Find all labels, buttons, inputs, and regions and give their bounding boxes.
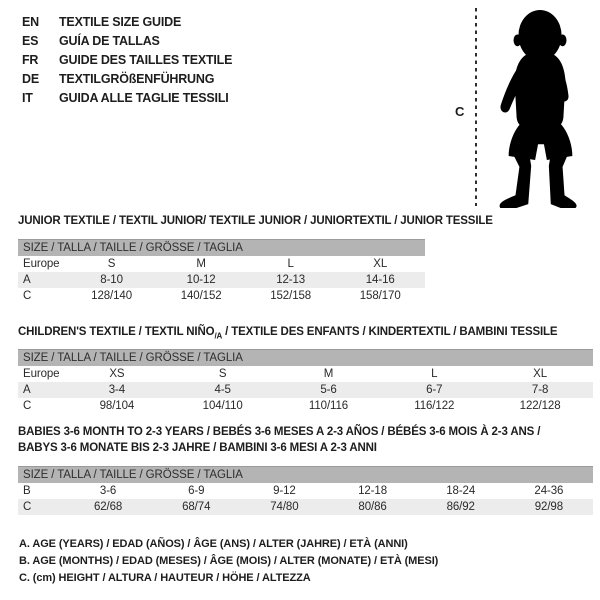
height-cell: 122/128 bbox=[519, 400, 561, 412]
height-cell: 74/80 bbox=[270, 501, 299, 513]
dotted-measure-line bbox=[475, 8, 477, 206]
row-label: B bbox=[23, 485, 31, 497]
babies-size-table bbox=[18, 466, 593, 515]
age-cell: 12-18 bbox=[358, 485, 387, 497]
language-row-es bbox=[22, 32, 232, 51]
height-cell: 110/116 bbox=[308, 400, 349, 412]
row-label: C bbox=[23, 400, 32, 412]
height-cell: 92/98 bbox=[534, 501, 564, 513]
legend-line-b: B. AGE (MONTHS) / EDAD (MESES) / ÂGE (MOIS) / ALTER (MONATE) / ETÀ (MESI) bbox=[19, 555, 439, 567]
height-measure-label: C bbox=[455, 104, 465, 119]
guide-title-de: TEXTILGRÖßENFÜHRUNG bbox=[59, 72, 215, 86]
table-row bbox=[18, 256, 425, 272]
row-label: C bbox=[23, 290, 32, 302]
age-cell: 12-13 bbox=[276, 274, 306, 286]
row-label: Europe bbox=[23, 368, 60, 380]
guide-title-es: GUÍA DE TALLAS bbox=[59, 34, 160, 48]
row-label: C bbox=[23, 501, 32, 513]
height-cell: 158/170 bbox=[359, 290, 401, 302]
age-cell: 6-9 bbox=[188, 485, 205, 497]
age-cell: 3-6 bbox=[99, 485, 117, 497]
junior-size-table bbox=[18, 239, 425, 304]
legend-line-c: C. (cm) HEIGHT / ALTURA / HAUTEUR / HÖHE / ALTEZZA bbox=[19, 572, 311, 584]
language-code: IT bbox=[22, 91, 33, 105]
age-cell: 6-7 bbox=[426, 384, 443, 396]
height-cell: 128/140 bbox=[91, 290, 133, 302]
row-label: A bbox=[23, 384, 31, 396]
size-header-band: SIZE / TALLA / TAILLE / GRÖSSE / TAGLIA bbox=[18, 466, 593, 483]
age-cell: 24-36 bbox=[534, 485, 564, 497]
language-title-list bbox=[22, 13, 232, 108]
height-cell: 86/92 bbox=[446, 501, 475, 513]
children-title-pre: CHILDREN'S TEXTILE / TEXTIL NIÑO bbox=[18, 326, 215, 338]
language-row-fr bbox=[22, 51, 232, 70]
size-cell: L bbox=[287, 258, 294, 270]
table-row bbox=[18, 366, 593, 382]
size-cell: S bbox=[218, 368, 227, 380]
size-cell: M bbox=[323, 368, 334, 380]
table-row bbox=[18, 288, 425, 304]
size-cell: XL bbox=[533, 368, 548, 380]
height-cell: 62/68 bbox=[93, 501, 123, 513]
age-cell: 4-5 bbox=[214, 384, 231, 396]
babies-title-line2: BABYS 3-6 MONATE BIS 2-3 JAHRE / BAMBINI 3-6 MESI A 2-3 ANNI bbox=[18, 442, 377, 454]
height-cell: 104/110 bbox=[202, 400, 243, 412]
size-cell: S bbox=[107, 258, 116, 270]
size-cell: XS bbox=[109, 368, 125, 380]
table-row bbox=[18, 499, 593, 515]
height-cell: 140/152 bbox=[180, 290, 222, 302]
row-label: Europe bbox=[23, 258, 60, 270]
language-code: EN bbox=[22, 15, 39, 29]
children-section-title bbox=[18, 324, 557, 344]
table-row bbox=[18, 382, 593, 398]
age-cell: 18-24 bbox=[446, 485, 476, 497]
size-cell: XL bbox=[373, 258, 388, 270]
toddler-silhouette-icon bbox=[484, 7, 597, 208]
height-cell: 68/74 bbox=[182, 501, 211, 513]
children-size-table bbox=[18, 349, 593, 414]
size-cell: L bbox=[431, 368, 438, 380]
language-code: FR bbox=[22, 53, 39, 67]
height-cell: 116/122 bbox=[414, 400, 455, 412]
age-cell: 14-16 bbox=[365, 274, 395, 286]
babies-title-line1: BABIES 3-6 MONTH TO 2-3 YEARS / BEBÉS 3-6 MESES A 2-3 AÑOS / BÉBÉS 3-6 MOIS À 2-3 ANS / bbox=[18, 426, 541, 438]
legend-line-a: A. AGE (YEARS) / EDAD (AÑOS) / ÂGE (ANS) / ALTER (JAHRE) / ETÀ (ANNI) bbox=[19, 538, 408, 550]
junior-section-title: JUNIOR TEXTILE / TEXTIL JUNIOR/ TEXTILE JUNIOR / JUNIORTEXTIL / JUNIOR TESSILE bbox=[18, 215, 493, 227]
age-cell: 9-12 bbox=[273, 485, 296, 497]
age-cell: 5-6 bbox=[320, 384, 337, 396]
language-row-de bbox=[22, 70, 232, 89]
language-code: ES bbox=[22, 34, 39, 48]
guide-title-it: GUIDA ALLE TAGLIE TESSILI bbox=[59, 91, 229, 105]
age-cell: 7-8 bbox=[531, 384, 549, 396]
size-header-band: SIZE / TALLA / TAILLE / GRÖSSE / TAGLIA bbox=[18, 239, 425, 256]
guide-title-en: TEXTILE SIZE GUIDE bbox=[59, 15, 182, 29]
measure-legend bbox=[19, 536, 438, 587]
children-title-sub: /A bbox=[214, 331, 223, 341]
height-cell: 98/104 bbox=[99, 400, 135, 412]
language-code: DE bbox=[22, 72, 39, 86]
language-row-it bbox=[22, 89, 232, 108]
babies-section-title bbox=[18, 424, 540, 456]
size-cell: M bbox=[196, 258, 206, 270]
size-header-band: SIZE / TALLA / TAILLE / GRÖSSE / TAGLIA bbox=[18, 349, 593, 366]
age-cell: 3-4 bbox=[108, 384, 126, 396]
table-row bbox=[18, 398, 593, 414]
height-cell: 152/158 bbox=[270, 290, 312, 302]
table-row bbox=[18, 483, 593, 499]
height-cell: 80/86 bbox=[358, 501, 387, 513]
children-title-post: / TEXTILE DES ENFANTS / KINDERTEXTIL / BAMBINI TESSILE bbox=[222, 326, 558, 338]
row-label: A bbox=[23, 274, 31, 286]
age-cell: 8-10 bbox=[100, 274, 123, 286]
guide-title-fr: GUIDE DES TAILLES TEXTILE bbox=[59, 53, 233, 67]
age-cell: 10-12 bbox=[186, 274, 216, 286]
language-row-en bbox=[22, 13, 232, 32]
table-row bbox=[18, 272, 425, 288]
